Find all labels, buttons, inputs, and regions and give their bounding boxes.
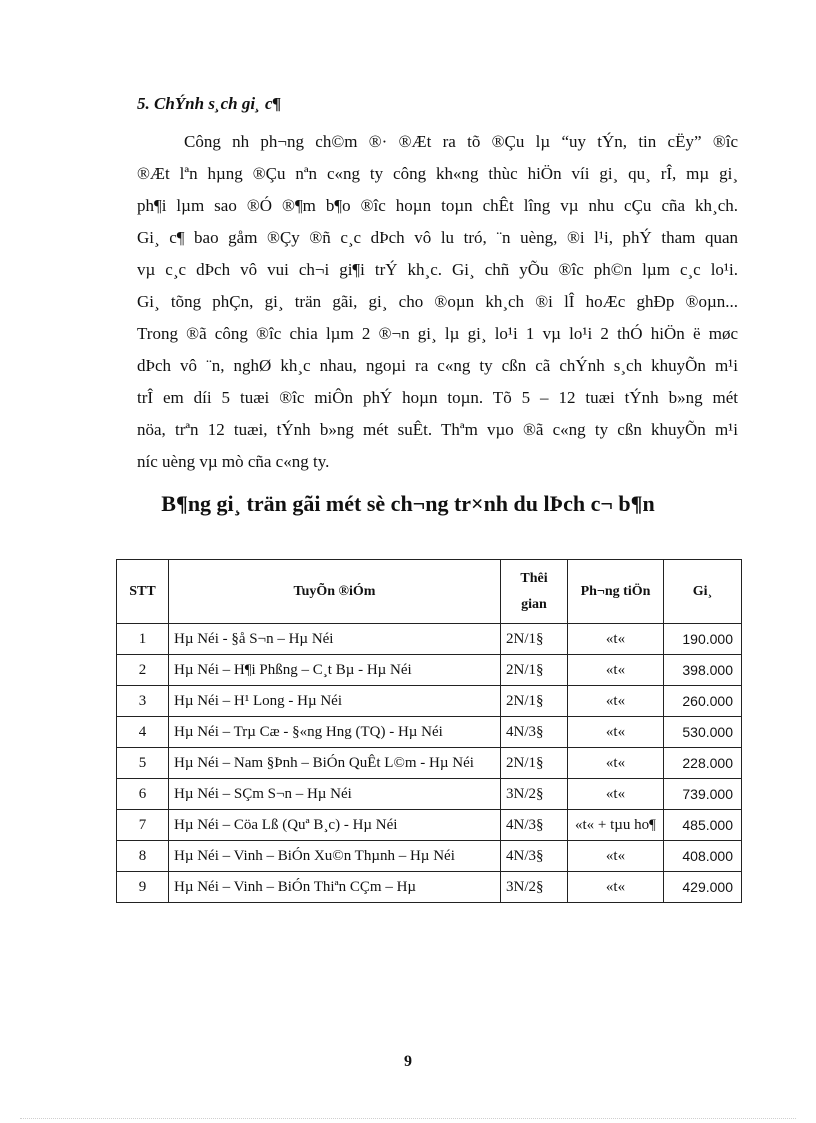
cell-duration: 3N/2§ [501,779,568,810]
cell-vehicle: «t« [568,748,664,779]
cell-stt: 3 [117,686,169,717]
cell-vehicle: «t« [568,717,664,748]
table-row [117,748,742,779]
section-heading: 5. ChÝnh s¸ch gi¸ c¶ [137,94,282,113]
cell-price: 228.000 [664,748,742,779]
cell-duration: 4N/3§ [501,810,568,841]
cell-vehicle: «t« [568,872,664,903]
body-paragraph [137,126,738,478]
cell-stt: 2 [117,655,169,686]
cell-route: Hµ Néi – Nam §Þnh – BiÓn QuÊt L©m - Hµ Néi [169,748,501,779]
page-bottom-divider [20,1118,796,1119]
cell-stt: 6 [117,779,169,810]
table-header-row [117,560,742,624]
cell-stt: 9 [117,872,169,903]
table-row [117,624,742,655]
cell-vehicle: «t« [568,686,664,717]
paragraph-line: vµ c¸c dÞch vô vui ch¬i gi¶i trÝ kh¸c. Gi¸ chñ yÕu ®îc ph©n lµm c¸c lo¹i. [137,260,738,279]
paragraph-line: Trong ®ã công ®îc chia lµm 2 ®¬n gi¸ lµ gi¸ lo¹i 1 vµ lo¹i 2 thÓ hiÖn ë møc [137,324,738,343]
cell-price: 739.000 [664,779,742,810]
cell-vehicle: «t« [568,779,664,810]
cell-stt: 1 [117,624,169,655]
paragraph-line: trÎ em díi 5 tuæi ®îc miÔn phÝ hoµn toµn. Tõ 5 – 12 tuæi tÝnh b»ng mét [137,388,738,407]
header-stt: STT [117,560,169,624]
cell-stt: 7 [117,810,169,841]
table-row [117,779,742,810]
paragraph-line: Gi¸ c¶ bao gåm ®Çy ®ñ c¸c dÞch vô lu tró, ¨n uèng, ®i l¹i, phÝ tham quan [137,228,738,247]
table-row [117,841,742,872]
cell-duration: 2N/1§ [501,624,568,655]
cell-price: 398.000 [664,655,742,686]
cell-duration: 2N/1§ [501,686,568,717]
paragraph-line: ph¶i lµm sao ®Ó ®¶m b¶o ®îc hoµn toµn chÊt lîng vµ nhu cÇu cña kh¸ch. [137,196,738,215]
cell-stt: 5 [117,748,169,779]
header-price: Gi¸ [664,560,742,624]
cell-vehicle: «t« [568,655,664,686]
tour-price-table [116,559,742,903]
paragraph-line: dÞch vô ¨n, nghØ kh¸c nhau, ngoµi ra c«ng ty cßn cã chÝnh s¸ch khuyÕn m¹i [137,356,738,375]
cell-route: Hµ Néi – Vinh – BiÓn Thiªn CÇm – Hµ [169,872,501,903]
table-row [117,655,742,686]
table-row [117,872,742,903]
cell-route: Hµ Néi – H¶i Phßng – C¸t Bµ - Hµ Néi [169,655,501,686]
cell-vehicle: «t« [568,841,664,872]
cell-price: 485.000 [664,810,742,841]
cell-duration: 3N/2§ [501,872,568,903]
paragraph-line: ®Æt lªn hµng ®Çu nªn c«ng ty công kh«ng thùc hiÖn víi gi¸ qu¸ rÎ, mµ gi¸ [137,164,738,183]
cell-duration: 4N/3§ [501,841,568,872]
cell-route: Hµ Néi – Trµ Cæ - §«ng Hng (TQ) - Hµ Néi [169,717,501,748]
cell-stt: 8 [117,841,169,872]
header-route: TuyÕn ®iÓm [169,560,501,624]
cell-duration: 2N/1§ [501,748,568,779]
cell-route: Hµ Néi – Cöa Lß (Quª B¸c) - Hµ Néi [169,810,501,841]
paragraph-line: Công nh ph¬ng ch©m ®· ®Æt ra tõ ®Çu lµ “uy tÝn, tin cËy” ®îc [184,132,738,151]
cell-price: 429.000 [664,872,742,903]
table-row [117,717,742,748]
table-title: B¶ng gi¸ trän gãi mét sè ch¬ng tr×nh du lÞch c¬ b¶n [161,491,655,516]
cell-vehicle: «t« + tµu ho¶ [568,810,664,841]
page-number: 9 [404,1053,412,1070]
cell-vehicle: «t« [568,624,664,655]
cell-route: Hµ Néi – SÇm S¬n – Hµ Néi [169,779,501,810]
cell-price: 260.000 [664,686,742,717]
table-row [117,810,742,841]
paragraph-line: nöa, trªn 12 tuæi, tÝnh b»ng mét suÊt. Thªm vµo ®ã c«ng ty cßn khuyÕn m¹i [137,420,738,439]
cell-price: 530.000 [664,717,742,748]
cell-price: 408.000 [664,841,742,872]
table-row [117,686,742,717]
header-duration: Thêi gian [501,560,568,624]
cell-stt: 4 [117,717,169,748]
cell-route: Hµ Néi – Vinh – BiÓn Xu©n Thµnh – Hµ Néi [169,841,501,872]
cell-duration: 4N/3§ [501,717,568,748]
cell-duration: 2N/1§ [501,655,568,686]
paragraph-line: níc uèng vµ mò cña c«ng ty. [137,452,330,471]
cell-route: Hµ Néi - §å S¬n – Hµ Néi [169,624,501,655]
cell-route: Hµ Néi – H¹ Long - Hµ Néi [169,686,501,717]
header-vehicle: Ph¬ng tiÖn [568,560,664,624]
paragraph-line: Gi¸ tõng phÇn, gi¸ trän gãi, gi¸ cho ®oµn kh¸ch ®i lÎ hoÆc ghÐp ®oµn... [137,292,738,311]
cell-price: 190.000 [664,624,742,655]
